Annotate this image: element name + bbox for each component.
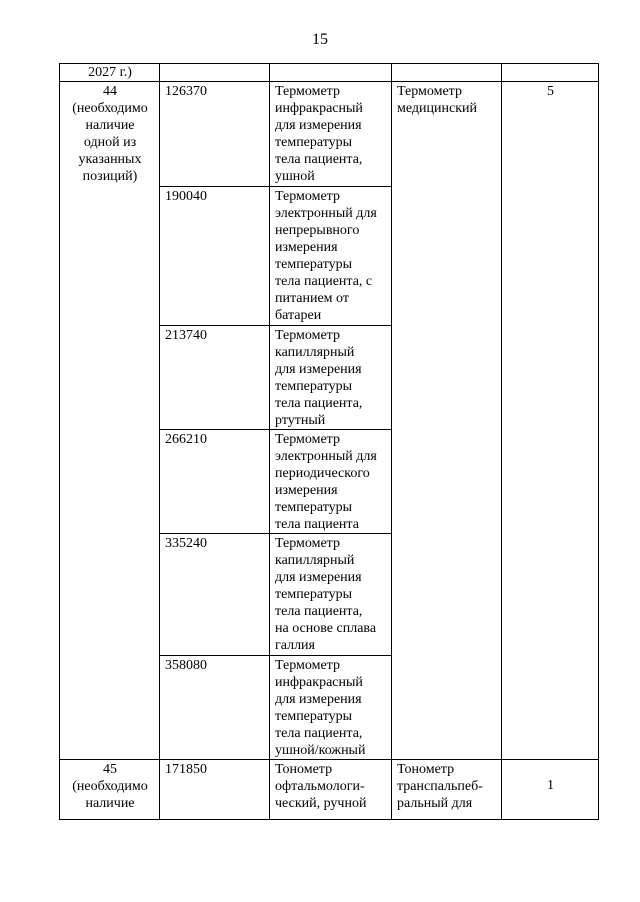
description-cell: Термометр инфракрасный для измерения температуры тела пациента, ушной <box>270 82 392 187</box>
description-cell: Термометр электронный для периодического измерения температуры тела пациента <box>270 430 392 534</box>
code-cell: 190040 <box>160 187 270 326</box>
quantity-cell: 5 <box>502 82 599 760</box>
table-row <box>60 760 599 820</box>
position-cell: 45 (необходимо наличие <box>60 760 160 820</box>
equipment-table <box>59 63 599 820</box>
description-cell: Тонометр офтальмологи- ческий, ручной <box>270 760 392 820</box>
table-row <box>60 64 599 82</box>
table-cell <box>392 64 502 82</box>
code-cell: 358080 <box>160 656 270 760</box>
table-cell <box>270 64 392 82</box>
table-cell <box>502 64 599 82</box>
code-cell: 266210 <box>160 430 270 534</box>
table-row <box>60 82 599 187</box>
description-cell: Термометр электронный для непрерывного измерения температуры тела пациента, с питанием от батареи <box>270 187 392 326</box>
page-number: 15 <box>312 31 328 48</box>
description-cell: Термометр капиллярный для измерения температуры тела пациента, на основе сплава галлия <box>270 534 392 656</box>
quantity-cell: 1 <box>502 760 599 820</box>
code-cell: 126370 <box>160 82 270 187</box>
description-cell: Термометр капиллярный для измерения температуры тела пациента, ртутный <box>270 326 392 430</box>
item-name-cell: Термометр медицинский <box>392 82 502 760</box>
table-cell <box>160 64 270 82</box>
code-cell: 213740 <box>160 326 270 430</box>
code-cell: 335240 <box>160 534 270 656</box>
item-name-cell: Тонометр транспальпеб- ральный для <box>392 760 502 820</box>
code-cell: 171850 <box>160 760 270 820</box>
table-cell: 2027 г.) <box>60 64 160 82</box>
position-cell: 44 (необходимо наличие одной из указанных позиций) <box>60 82 160 760</box>
description-cell: Термометр инфракрасный для измерения температуры тела пациента, ушной/кожный <box>270 656 392 760</box>
